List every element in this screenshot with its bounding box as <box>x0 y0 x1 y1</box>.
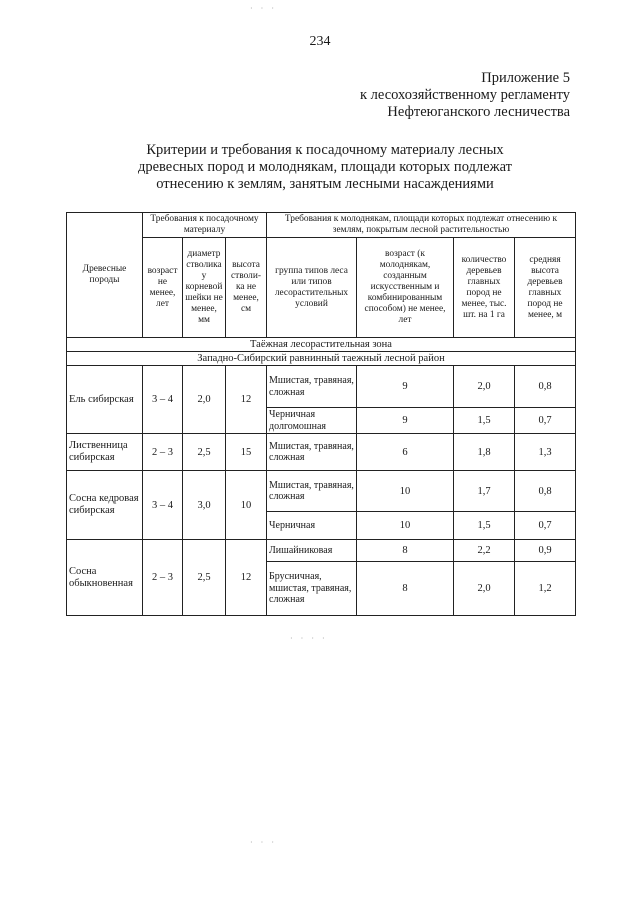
header-young-age: возраст (к молоднякам, созданным искусственным и комбинированным способом) не менее, лет <box>357 238 454 338</box>
table-header-row <box>67 213 576 238</box>
forest-type-cell: Лишайниковая <box>267 540 357 562</box>
appendix-line-1: Приложение 5 <box>481 70 570 86</box>
mean-height-cell: 0,9 <box>515 540 576 562</box>
appendix-line-3: Нефтеюганского лесничества <box>387 104 570 120</box>
table-subheader-row <box>67 238 576 338</box>
mean-height-cell: 0,8 <box>515 366 576 408</box>
header-species: Древесные породы <box>67 213 143 338</box>
planting-age: 2 – 3 <box>143 540 183 616</box>
young-age-cell: 6 <box>357 434 454 471</box>
header-forest-type: группа типов леса или типов лесорастительных условий <box>267 238 357 338</box>
species-name: Сосна обыкновенная <box>67 540 143 616</box>
document-title <box>90 142 560 193</box>
appendix-line-2: к лесохозяйственному регламенту <box>360 87 570 103</box>
page-number: 234 <box>309 34 331 49</box>
count-cell: 2,0 <box>454 366 515 408</box>
young-age-cell: 9 <box>357 366 454 408</box>
forest-type-cell: Мшистая, травяная, сложная <box>267 366 357 408</box>
appendix-note <box>360 70 570 121</box>
forest-type-cell: Черничная <box>267 512 357 540</box>
count-cell: 1,5 <box>454 512 515 540</box>
young-age-cell: 9 <box>357 408 454 434</box>
forest-type-cell: Черничная долгомошная <box>267 408 357 434</box>
count-cell: 2,0 <box>454 562 515 616</box>
region-label: Западно-Сибирский равнинный таежный лесной район <box>67 352 576 366</box>
young-age-cell: 8 <box>357 540 454 562</box>
header-mean-height: средняя высота деревьев главных пород не менее, м <box>515 238 576 338</box>
count-cell: 1,8 <box>454 434 515 471</box>
planting-diameter: 2,0 <box>183 366 226 434</box>
count-cell: 1,5 <box>454 408 515 434</box>
young-age-cell: 8 <box>357 562 454 616</box>
title-line-2: древесных пород и молоднякам, площади которых подлежат <box>137 159 512 175</box>
forest-type-cell: Брусничная, мшистая, травяная, сложная <box>267 562 357 616</box>
mean-height-cell: 0,7 <box>515 408 576 434</box>
table-row <box>67 540 576 562</box>
planting-height: 12 <box>226 540 267 616</box>
header-age: возраст не менее, лет <box>143 238 183 338</box>
region-row <box>67 352 576 366</box>
planting-age: 2 – 3 <box>143 434 183 471</box>
header-height: высота стволи-ка не менее, см <box>226 238 267 338</box>
scan-speck: · · · · <box>290 634 328 643</box>
planting-age: 3 – 4 <box>143 366 183 434</box>
species-name: Ель сибирская <box>67 366 143 434</box>
planting-height: 15 <box>226 434 267 471</box>
table-row <box>67 434 576 471</box>
table-row <box>67 471 576 512</box>
count-cell: 2,2 <box>454 540 515 562</box>
header-diameter: диаметр стволика у корневой шейки не менее, мм <box>183 238 226 338</box>
scan-speck: · · · <box>250 838 277 847</box>
species-name: Сосна кедровая сибирская <box>67 471 143 540</box>
title-line-3: отнесению к землям, занятым лесными насаждениями <box>156 176 494 192</box>
table-row <box>67 366 576 408</box>
mean-height-cell: 0,8 <box>515 471 576 512</box>
planting-age: 3 – 4 <box>143 471 183 540</box>
forest-type-cell: Мшистая, травяная, сложная <box>267 434 357 471</box>
planting-diameter: 2,5 <box>183 434 226 471</box>
species-name: Лиственница сибирская <box>67 434 143 471</box>
zone-label: Таёжная лесорастительная зона <box>67 338 576 352</box>
header-planting-group: Требования к посадочному материалу <box>143 213 267 238</box>
header-young-group: Требования к молоднякам, площади которых подлежат отнесению к землям, покрытым лесной растительностью <box>267 213 576 238</box>
count-cell: 1,7 <box>454 471 515 512</box>
planting-height: 10 <box>226 471 267 540</box>
mean-height-cell: 0,7 <box>515 512 576 540</box>
mean-height-cell: 1,2 <box>515 562 576 616</box>
zone-row <box>67 338 576 352</box>
young-age-cell: 10 <box>357 471 454 512</box>
planting-diameter: 2,5 <box>183 540 226 616</box>
mean-height-cell: 1,3 <box>515 434 576 471</box>
forest-type-cell: Мшистая, травяная, сложная <box>267 471 357 512</box>
scan-speck: · · · <box>250 4 277 13</box>
planting-diameter: 3,0 <box>183 471 226 540</box>
young-age-cell: 10 <box>357 512 454 540</box>
criteria-table <box>66 212 576 616</box>
header-count: количество деревьев главных пород не менее, тыс. шт. на 1 га <box>454 238 515 338</box>
planting-height: 12 <box>226 366 267 434</box>
title-line-1: Критерии и требования к посадочному материалу лесных <box>146 142 504 158</box>
